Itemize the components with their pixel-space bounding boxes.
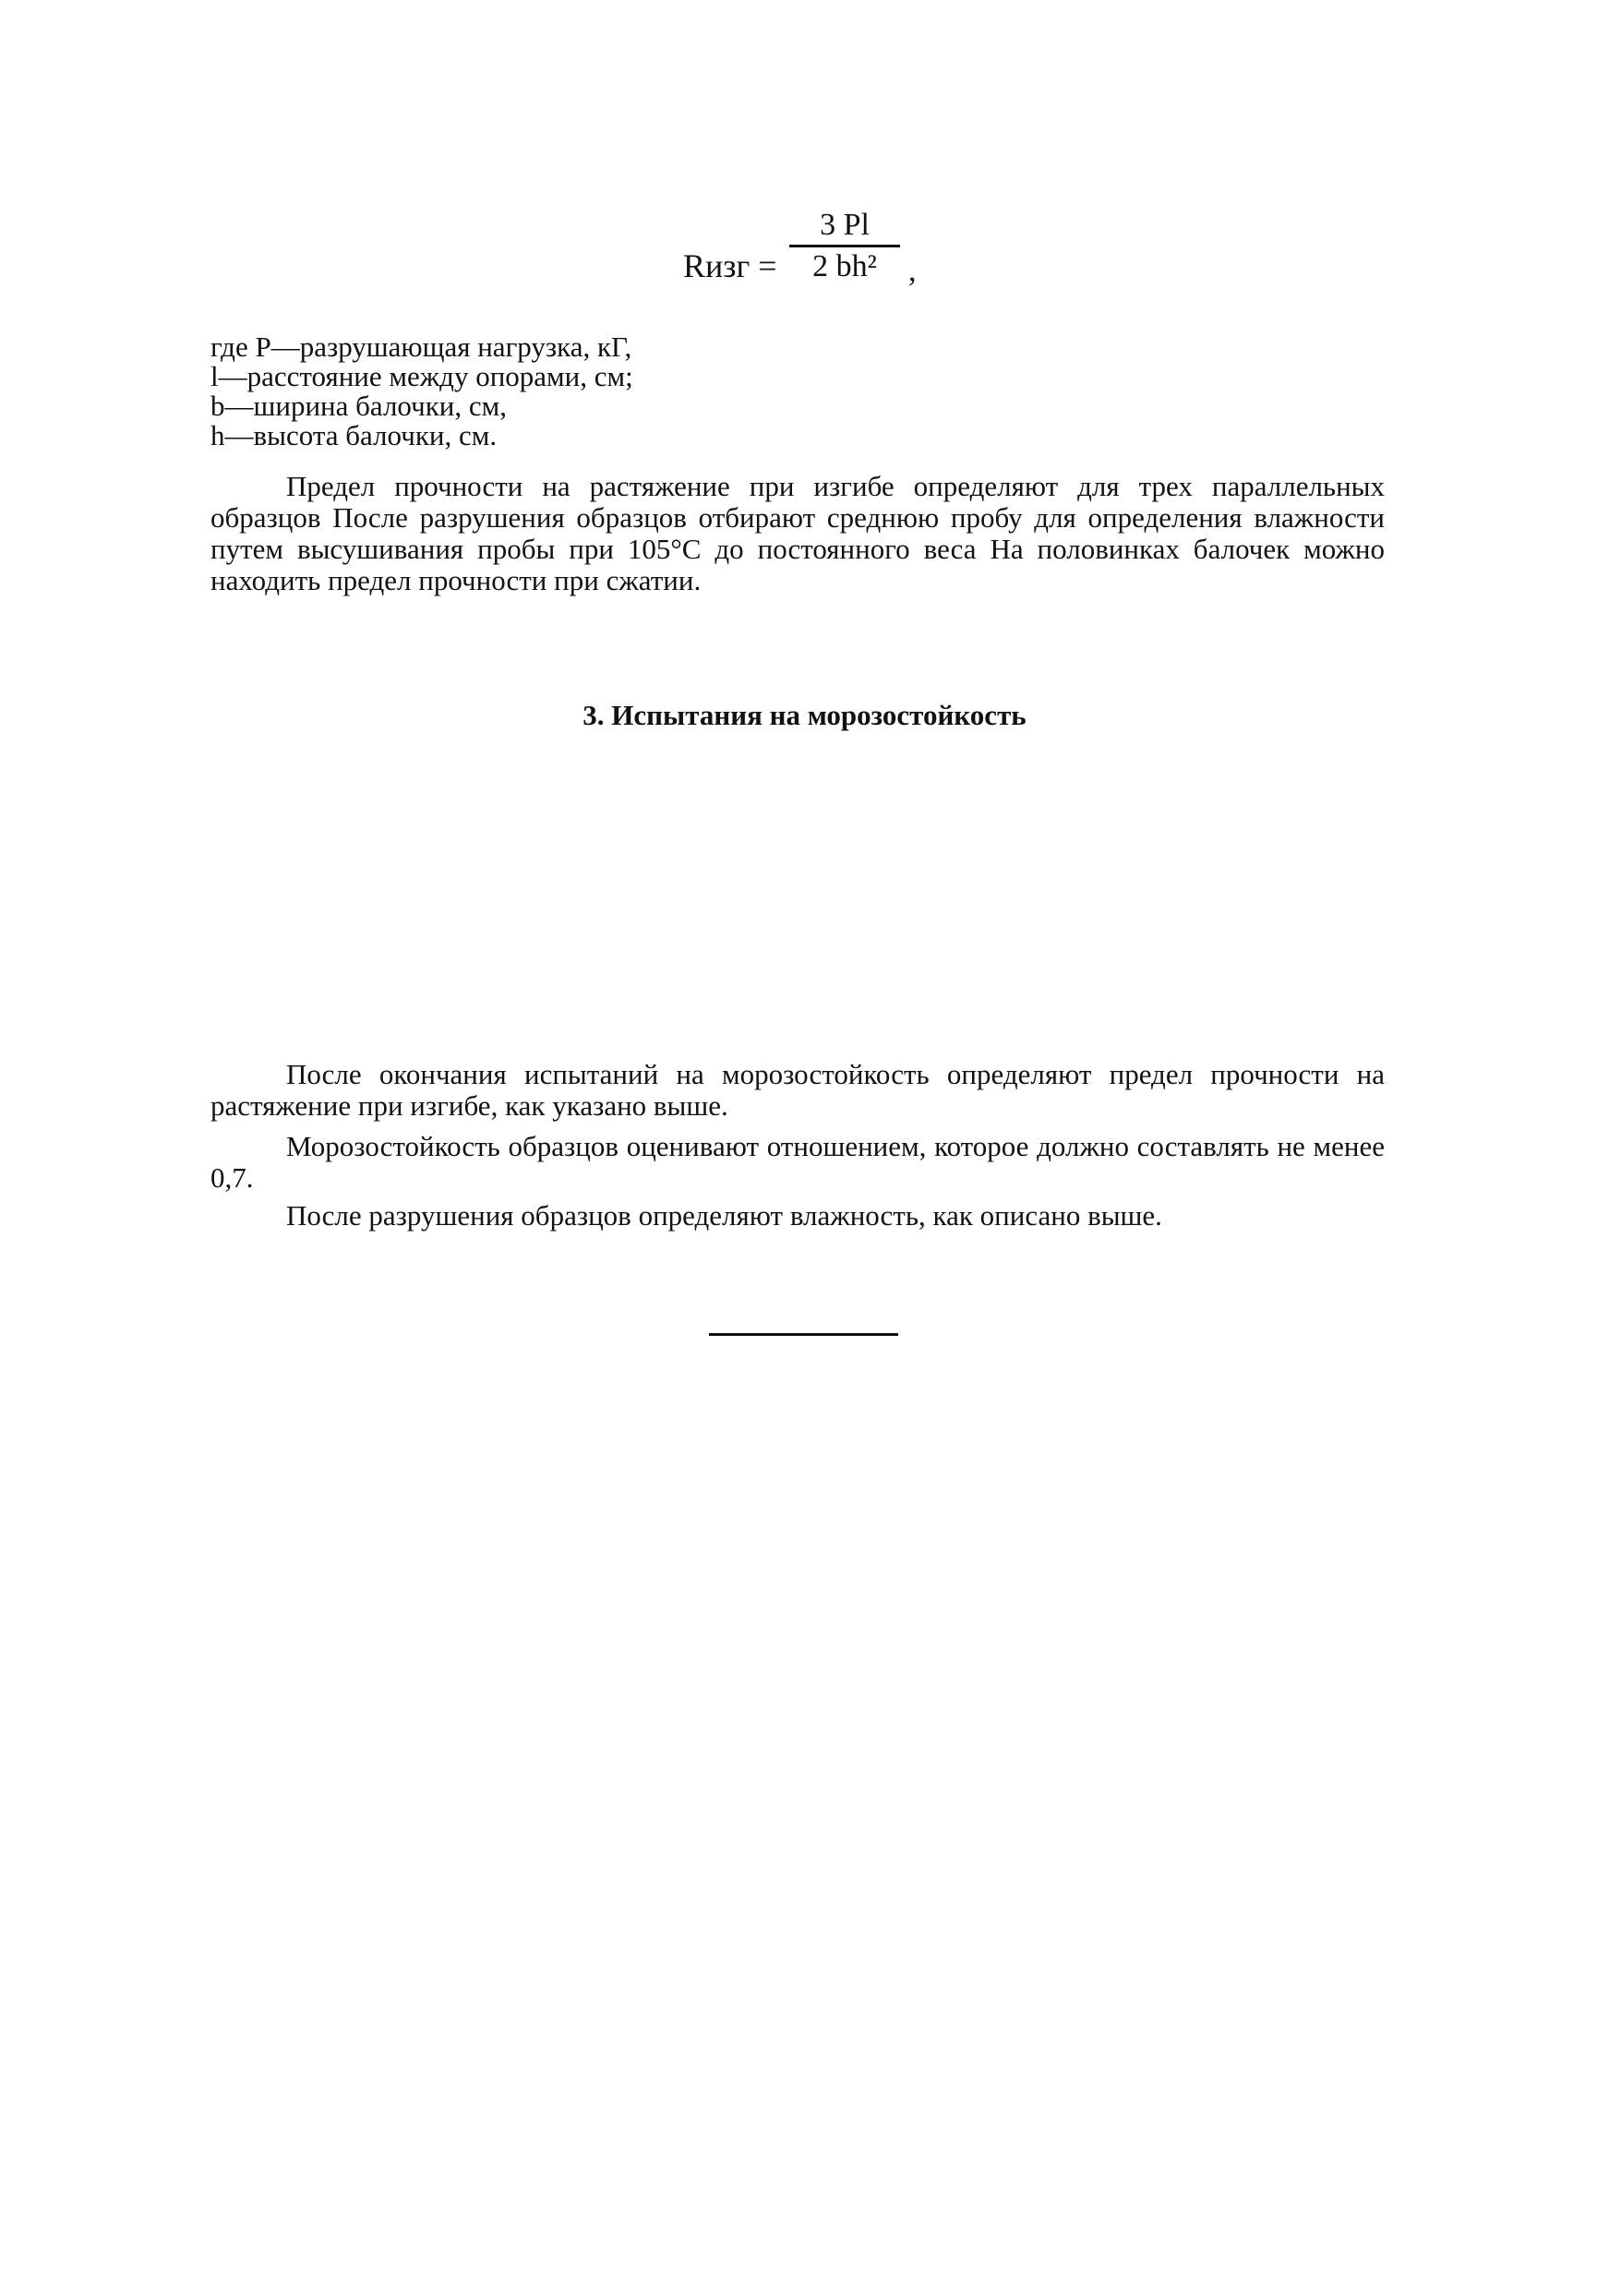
formula-denominator: 2 bh² bbox=[812, 249, 877, 283]
paragraph-frost-resistance-ratio: Морозостойкость образцов оценивают отношением, которое должно составлять не менее 0,7. bbox=[210, 1130, 1385, 1194]
section-heading: 3. Испытания на морозостойкость bbox=[582, 699, 1027, 731]
formula-lhs: Rизг = bbox=[683, 247, 777, 284]
paragraph-post-test-strength: После окончания испытаний на морозостойкость определяют предел прочности на растяжение при изгибе, как указано выше. bbox=[210, 1058, 1385, 1122]
definition-l: l—расстояние между опорами, см; bbox=[210, 360, 633, 392]
fraction-bar bbox=[789, 245, 900, 247]
formula-fraction bbox=[789, 208, 900, 284]
strength-formula bbox=[683, 208, 960, 319]
definition-p: где P—разрушающая нагрузка, кГ, bbox=[210, 331, 632, 363]
paragraph-moisture: После разрушения образцов определяют влажность, как описано выше. bbox=[286, 1199, 1162, 1232]
formula-comma: , bbox=[908, 254, 917, 288]
variable-definitions bbox=[210, 332, 633, 451]
formula-numerator: 3 Pl bbox=[820, 208, 870, 242]
definition-h: h—высота балочки, см. bbox=[210, 419, 498, 451]
definition-b: b—ширина балочки, см, bbox=[210, 390, 507, 422]
end-rule bbox=[709, 1333, 898, 1336]
paragraph-flexural-strength: Предел прочности на растяжение при изгибе определяют для трех параллельных образцов После разрушения образцов отбирают среднюю пробу для определения влажности путем высушивания пробы при 105°С до постоянного веса На половинках балочек можно находить предел прочности при сжатии. bbox=[210, 470, 1385, 596]
